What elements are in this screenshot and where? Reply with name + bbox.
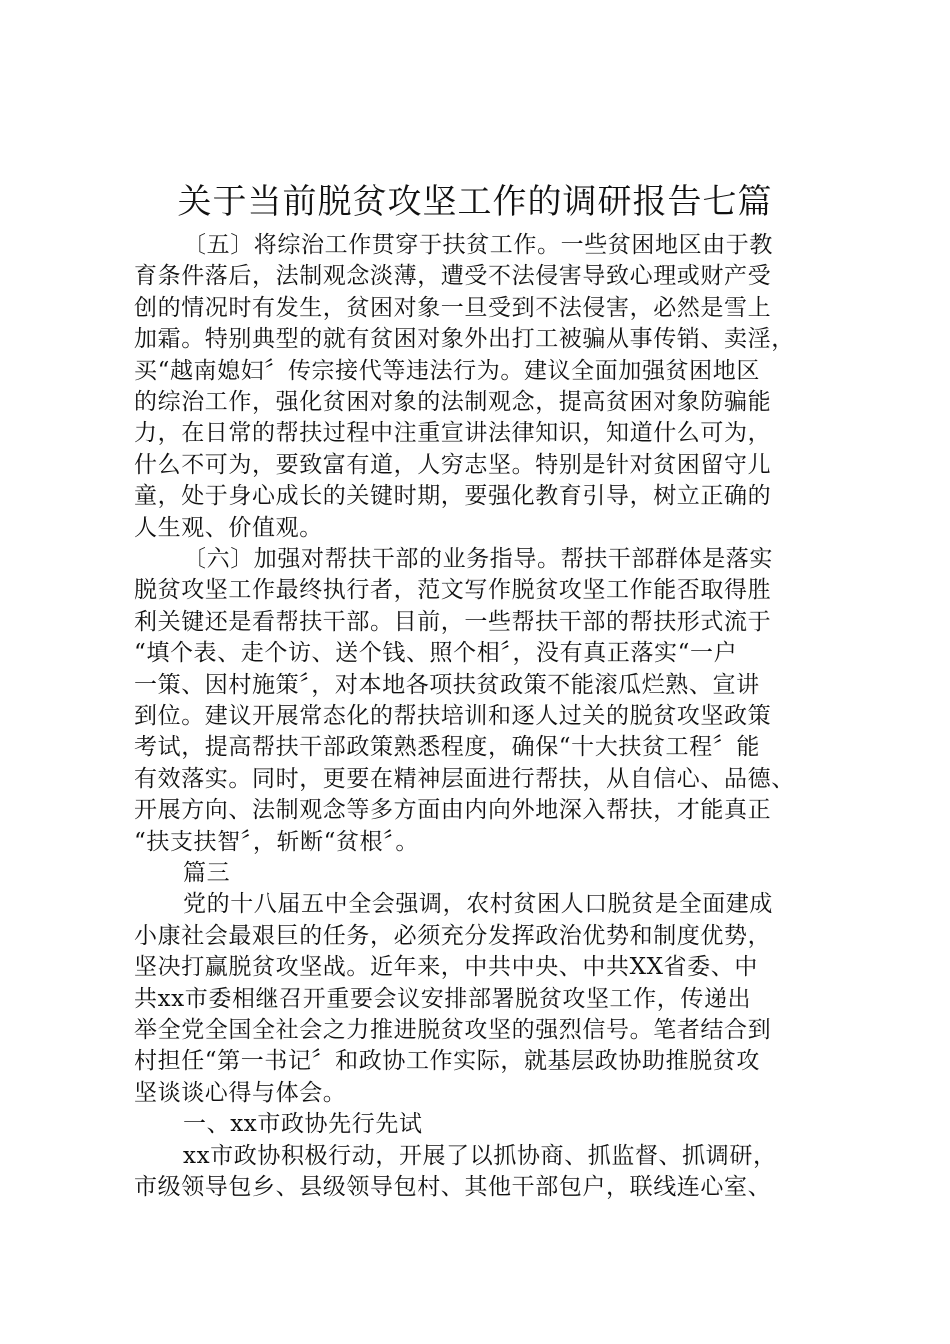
body-line: 的综治工作，强化贫困对象的法制观念，提高贫困对象防骗能 <box>134 389 772 415</box>
body-line: 育条件落后，法制观念淡薄，遭受不法侵害导致心理或财产受 <box>134 263 772 290</box>
body-line: 一策、因村施策〞，对本地各项扶贫政策不能滚瓜烂熟、宣讲 <box>134 671 760 698</box>
body-line: 市级领导包乡、县级领导包村、其他干部包户，联线连心室、 <box>134 1174 772 1200</box>
body-line: 考试，提高帮扶干部政策熟悉程度，确保“十大扶贫工程〞能 <box>134 734 760 761</box>
body-line: 童，处于身心成长的关键时期，要强化教育引导，树立正确的 <box>134 483 772 510</box>
body-line: 坚谈谈心得与体会。 <box>134 1079 347 1106</box>
body-line: 什么不可为，要致富有道，人穷志坚。特别是针对贫困留守儿 <box>134 451 772 478</box>
body-line: 脱贫攻坚工作最终执行者，范文写作脱贫攻坚工作能否取得胜 <box>134 577 772 604</box>
body-line: 加霜。特别典型的就有贫困对象外出打工被骗从事传销、卖淫， <box>134 326 795 353</box>
body-line: 人生观、价值观。 <box>134 514 323 541</box>
body-line: “扶支扶智〞，斩断“贫根〞。 <box>134 828 419 855</box>
body-line: 举全党全国全社会之力推进脱贫攻坚的强烈信号。笔者结合到 <box>134 1017 772 1043</box>
body-line: 〔五〕将综治工作贯穿于扶贫工作。一些贫困地区由于教 <box>183 232 773 258</box>
body-line: 村担任“第一书记〞和政协工作实际，就基层政协助推脱贫攻 <box>134 1048 760 1075</box>
body-line: 〔六〕加强对帮扶干部的业务指导。帮扶干部群体是落实 <box>183 546 773 572</box>
body-line: 力，在日常的帮扶过程中注重宣讲法律知识，知道什么可为， <box>134 420 772 447</box>
body-line: 利关键还是看帮扶干部。目前，一些帮扶干部的帮扶形式流于 <box>134 608 772 635</box>
body-line: 开展方向、法制观念等多方面由内向外地深入帮扶，才能真正 <box>134 797 772 824</box>
body-line: 坚决打赢脱贫攻坚战。近年来，中共中央、中共XX省委、中 <box>134 954 758 981</box>
body-line: “填个表、走个访、送个钱、照个相〞，没有真正落实“一户 <box>134 640 738 667</box>
document-title: 关于当前脱贫攻坚工作的调研报告七篇 <box>177 182 773 222</box>
body-line: 有效落实。同时，更要在精神层面进行帮扶，从自信心、品德、 <box>134 765 795 792</box>
body-line: 党的十八届五中全会强调，农村贫困人口脱贫是全面建成 <box>183 891 773 918</box>
body-line: xx市政协积极行动，开展了以抓协商、抓监督、抓调研， <box>183 1142 777 1169</box>
body-line: 创的情况时有发生，贫困对象一旦受到不法侵害，必然是雪上 <box>134 294 772 321</box>
body-line: 买“越南媳妇〞传宗接代等违法行为。建议全面加强贫困地区 <box>134 357 760 384</box>
body-line: 一、xx市政协先行先试 <box>183 1111 423 1138</box>
body-line: 共xx市委相继召开重要会议安排部署脱贫攻坚工作，传递出 <box>134 985 752 1012</box>
body-line: 小康社会最艰巨的任务，必须充分发挥政治优势和制度优势， <box>134 922 772 949</box>
body-line: 篇三 <box>183 860 231 886</box>
body-line: 到位。建议开展常态化的帮扶培训和逐人过关的脱贫攻坚政策 <box>134 703 772 729</box>
